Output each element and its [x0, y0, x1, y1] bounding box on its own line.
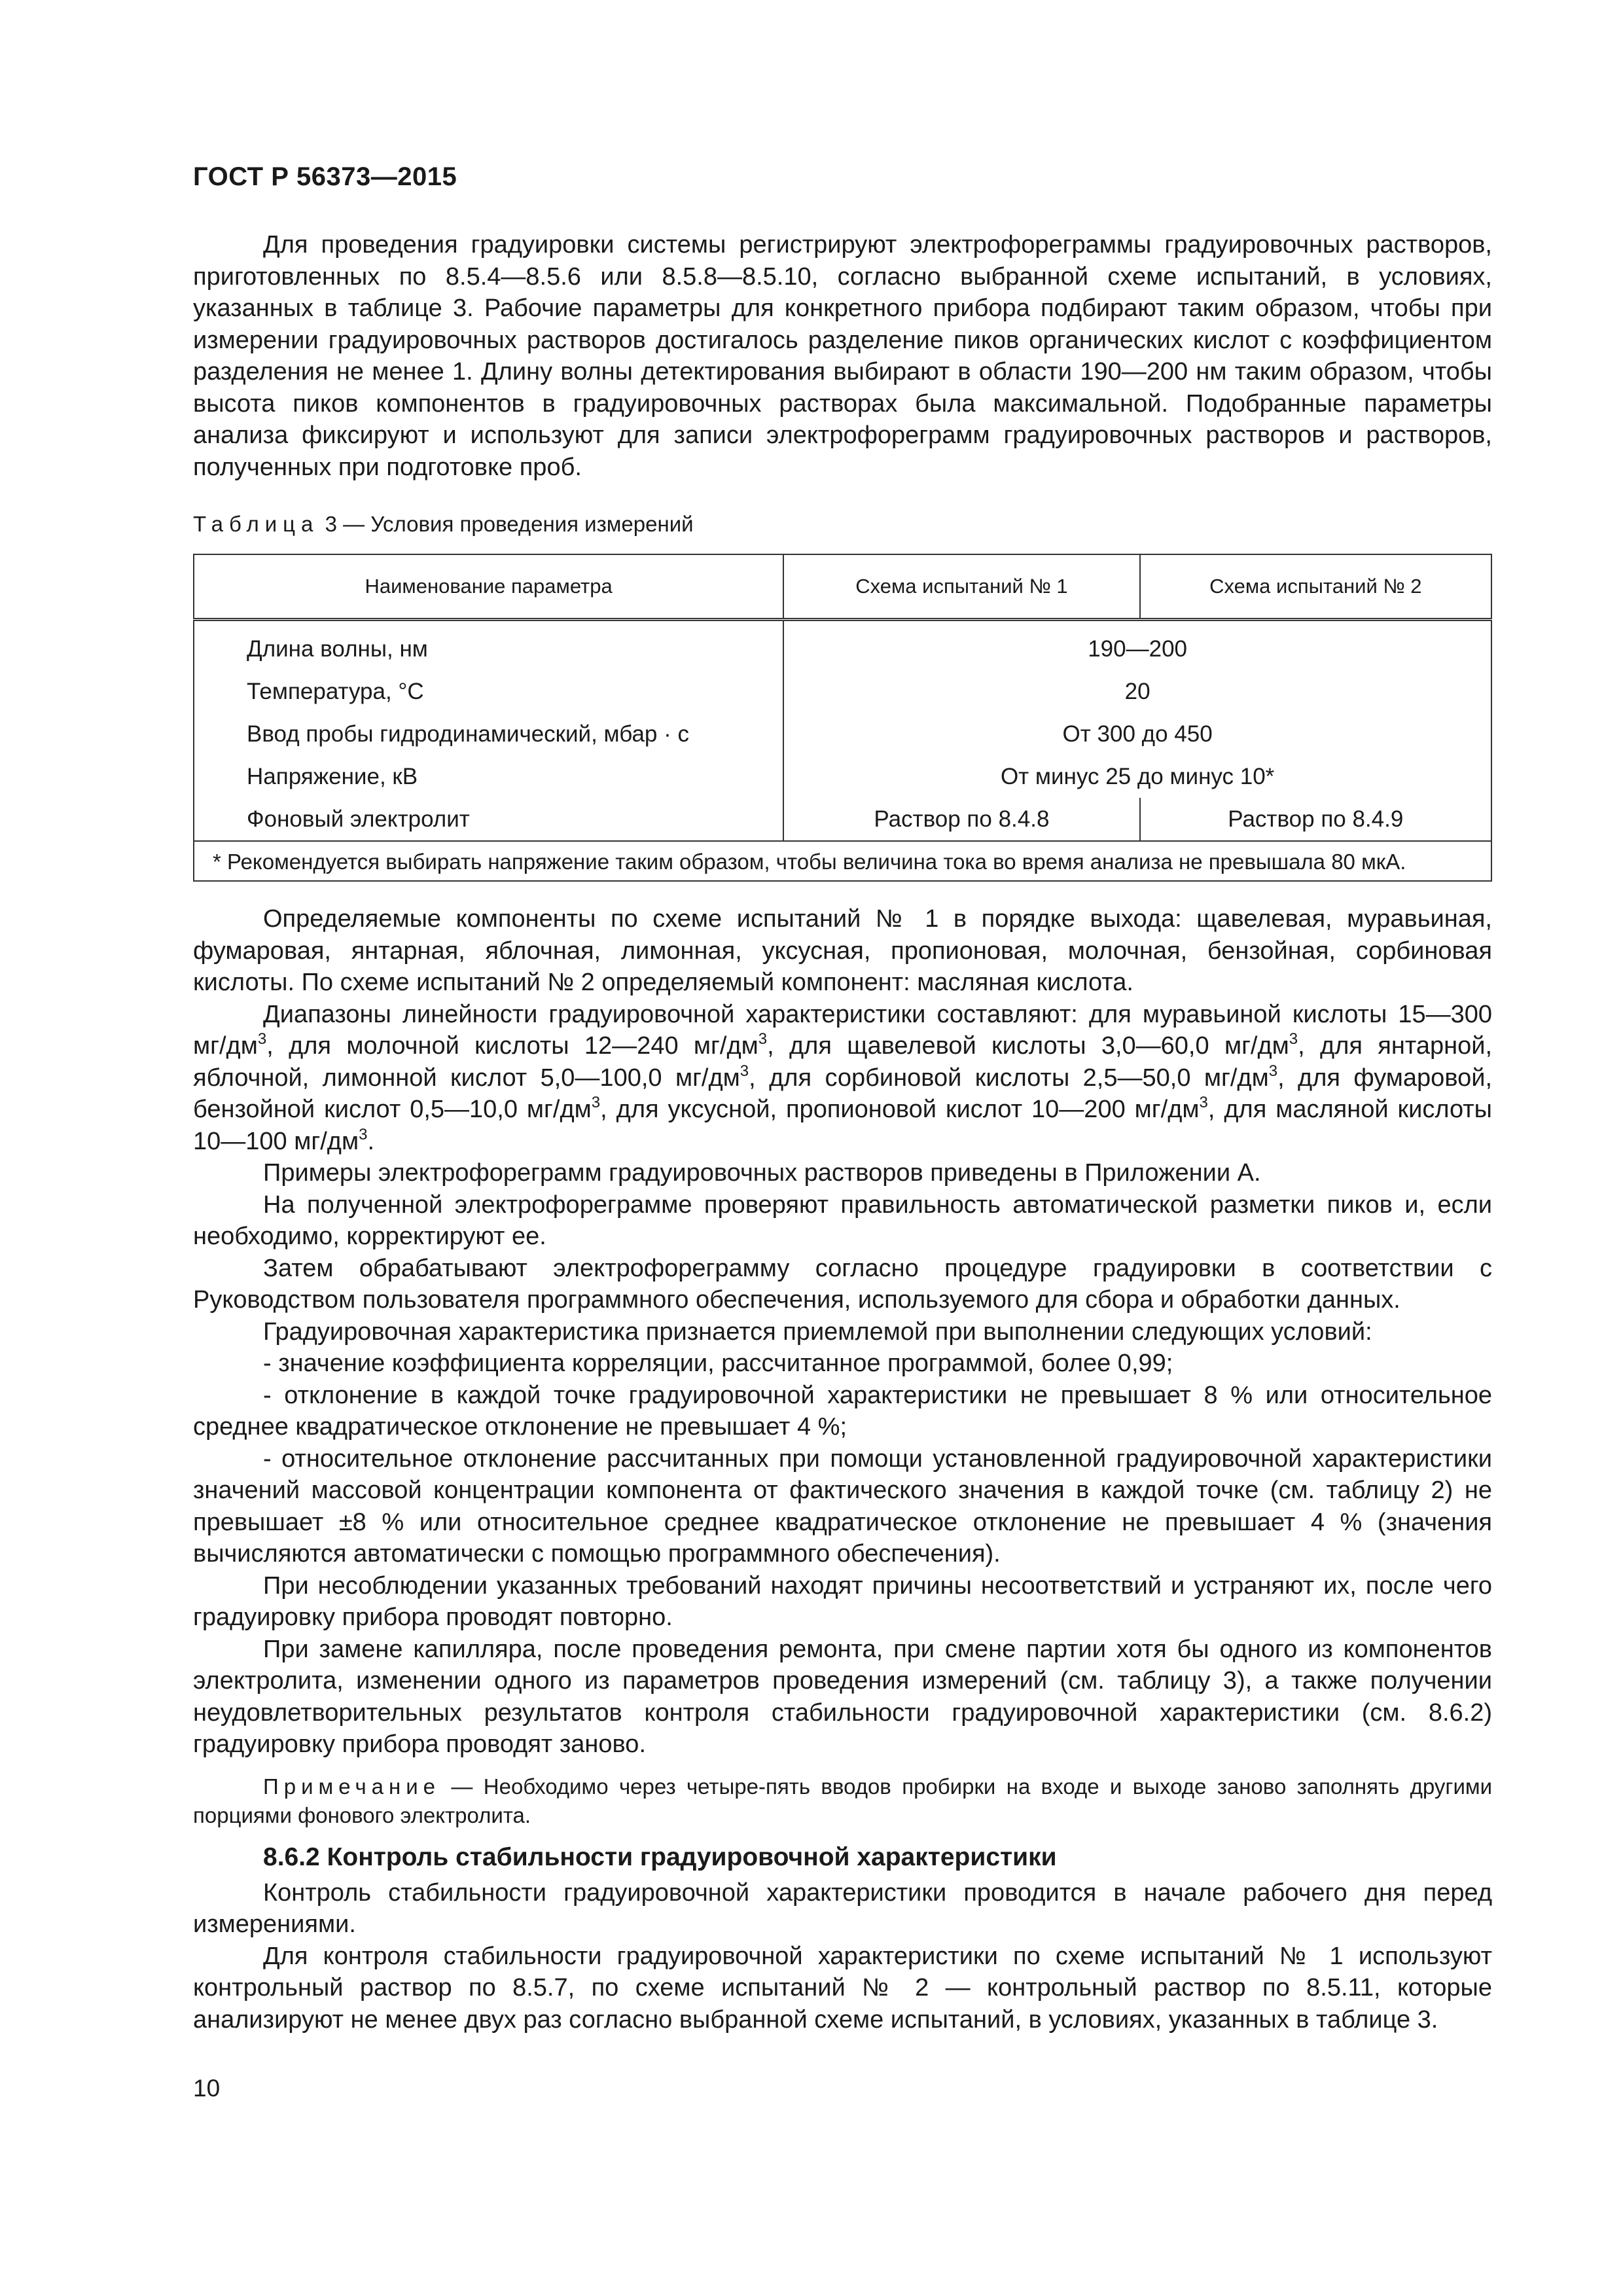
param-value-cell: От минус 25 до минус 10* — [783, 755, 1491, 798]
paragraph: При несоблюдении указанных требований находят причины несоответствий и устраняют их, после чего градуировку прибора проводят повторно. — [193, 1571, 1492, 1631]
table-row — [194, 620, 1491, 671]
param-value-cell: Раствор по 8.4.8 — [783, 798, 1139, 841]
table-row — [194, 755, 1491, 798]
intro-block — [193, 229, 1492, 483]
conditions-table — [193, 554, 1492, 882]
paragraph: Для контроля стабильности градуировочной характеристики по схеме испытаний № 1 используют контрольный раствор по 8.5.7, по схеме испытаний № 2 — контрольный раствор по 8.5.11, которые анализируют не менее двух раз согласно выбранной схеме испытаний, в условиях, указанных в таблице 3. — [193, 1942, 1492, 2034]
note — [193, 1772, 1492, 1830]
text-run: . — [367, 1127, 374, 1155]
text-run: Диапазоны линейности градуировочной характеристики составляют: для муравьиной кислоты 15—300 мг/дм — [193, 1000, 1492, 1060]
param-value-cell: 190—200 — [783, 620, 1491, 671]
table-footnote: * Рекомендуется выбирать напряжение таким образом, чтобы величина тока во время анализа не превышала 80 мкА. — [194, 841, 1491, 881]
note-label: Примечание — [263, 1774, 441, 1799]
paragraph: Контроль стабильности градуировочной характеристики проводится в начале рабочего дня перед измерениями. — [193, 1878, 1492, 1938]
table-header-cell: Схема испытаний № 1 — [783, 554, 1139, 620]
paragraph: При замене капилляра, после проведения ремонта, при смене партии хотя бы одного из компонентов электролита, изменении одного из параметров проведения измерений (см. таблицу 3), а также получении неудовлетворительных результатов контроля стабильности градуировочной характеристики (см. 8.6.2) градуировку прибора проводят заново. — [193, 1635, 1492, 1758]
param-name-cell: Длина волны, нм — [194, 620, 783, 671]
param-value-cell: Раствор по 8.4.9 — [1140, 798, 1491, 841]
text-run: , для молочной кислоты 12—240 мг/дм — [266, 1032, 758, 1060]
paragraph: Определяемые компоненты по схеме испытаний № 1 в порядке выхода: щавелевая, муравьиная, фумаровая, янтарная, яблочная, лимонная, уксусная, пропионовая, молочная, бензойная, сорбиновая кислоты. По схеме испытаний № 2 определяемый компонент: масляная кислота. — [193, 905, 1492, 996]
table-row — [194, 713, 1491, 755]
text-run: , для сорбиновой кислоты 2,5—50,0 мг/дм — [749, 1064, 1269, 1092]
superscript: 3 — [1199, 1094, 1208, 1111]
superscript: 3 — [1268, 1062, 1278, 1080]
table-footnote-row — [194, 841, 1491, 881]
superscript: 3 — [758, 1030, 768, 1048]
param-name-cell: Ввод пробы гидродинамический, мбар · с — [194, 713, 783, 755]
condition-list-item: - значение коэффициента корреляции, рассчитанное программой, более 0,99; — [263, 1350, 1173, 1377]
standard-header: ГОСТ Р 56373—2015 — [193, 162, 457, 191]
text-run: , для фумаровой, бензойной кислот 0,5—10,0 мг/дм — [193, 1064, 1492, 1123]
param-name-cell: Напряжение, кВ — [194, 755, 783, 798]
table-row — [194, 670, 1491, 713]
body-text — [193, 903, 1492, 2036]
table-caption-label: Таблица — [193, 512, 319, 536]
param-value-cell: От 300 до 450 — [783, 713, 1491, 755]
param-name-cell: Температура, °С — [194, 670, 783, 713]
text-run: , для масляной кислоты 10—100 мг/дм — [193, 1096, 1492, 1155]
superscript: 3 — [1289, 1030, 1298, 1048]
superscript: 3 — [359, 1125, 368, 1143]
linearity-paragraph — [193, 999, 1492, 1158]
superscript: 3 — [257, 1030, 267, 1048]
table-row — [194, 798, 1491, 841]
superscript: 3 — [740, 1062, 749, 1080]
table-header-cell: Наименование параметра — [194, 554, 783, 620]
section-heading: 8.6.2 Контроль стабильности градуировочной характеристики — [263, 1842, 1057, 1871]
note-text: — Необходимо через четыре-пять вводов пробирки на входе и выходе заново заполнять другими порциями фонового электролита. — [193, 1774, 1492, 1827]
text-run: , для уксусной, пропионовой кислот 10—200 мг/дм — [600, 1096, 1200, 1123]
superscript: 3 — [591, 1094, 601, 1111]
paragraph: На полученной электрофореграмме проверяют правильность автоматической разметки пиков и, если необходимо, корректируют ее. — [193, 1191, 1492, 1250]
text-run: , для янтарной, яблочной, лимонной кислот 5,0—100,0 мг/дм — [193, 1032, 1492, 1092]
text-run: , для щавелевой кислоты 3,0—60,0 мг/дм — [767, 1032, 1289, 1060]
paragraph: Градуировочная характеристика признается приемлемой при выполнении следующих условий: — [263, 1318, 1372, 1346]
table-header-row — [194, 554, 1491, 620]
page-number: 10 — [193, 2075, 221, 2102]
table-caption-text: 3 — Условия проведения измерений — [325, 512, 694, 536]
paragraph: Примеры электрофореграмм градуировочных растворов приведены в Приложении А. — [263, 1159, 1261, 1187]
table-caption — [193, 512, 694, 537]
intro-paragraph: Для проведения градуировки системы регистрируют электрофореграммы градуировочных растворов, приготовленных по 8.5.4—8.5.6 или 8.5.8—8.5.10, согласно выбранной схеме испытаний, в условиях, указанных в таблице 3. Рабочие параметры для конкретного прибора подбирают таким образом, чтобы при измерении градуировочных растворов достигалось разделение пиков органических кислот с коэффициентом разделения не менее 1. Длину волны детектирования выбирают в области 190—200 нм таким образом, чтобы высота пиков компонентов в градуировочных растворах была максимальной. Подобранные параметры анализа фиксируют и используют для записи электрофореграмм градуировочных растворов и растворов, полученных при подготовке проб. — [193, 231, 1492, 481]
table-header-cell: Схема испытаний № 2 — [1140, 554, 1491, 620]
param-value-cell: 20 — [783, 670, 1491, 713]
condition-list-item: - отклонение в каждой точке градуировочной характеристики не превышает 8 % или относительное среднее квадратическое отклонение не превышает 4 %; — [193, 1381, 1492, 1441]
paragraph: Затем обрабатывают электрофореграмму согласно процедуре градуировки в соответствии с Руководством пользователя программного обеспечения, используемого для сбора и обработки данных. — [193, 1254, 1492, 1314]
param-name-cell: Фоновый электролит — [194, 798, 783, 841]
condition-list-item: - относительное отклонение рассчитанных при помощи установленной градуировочной характеристики значений массовой концентрации компонента от фактического значения в каждой точке (см. таблицу 2) не превышает ±8 % или относительное среднее квадратическое отклонение не превышает 4 % (значения вычисляются автоматически с помощью программного обеспечения). — [193, 1444, 1492, 1568]
